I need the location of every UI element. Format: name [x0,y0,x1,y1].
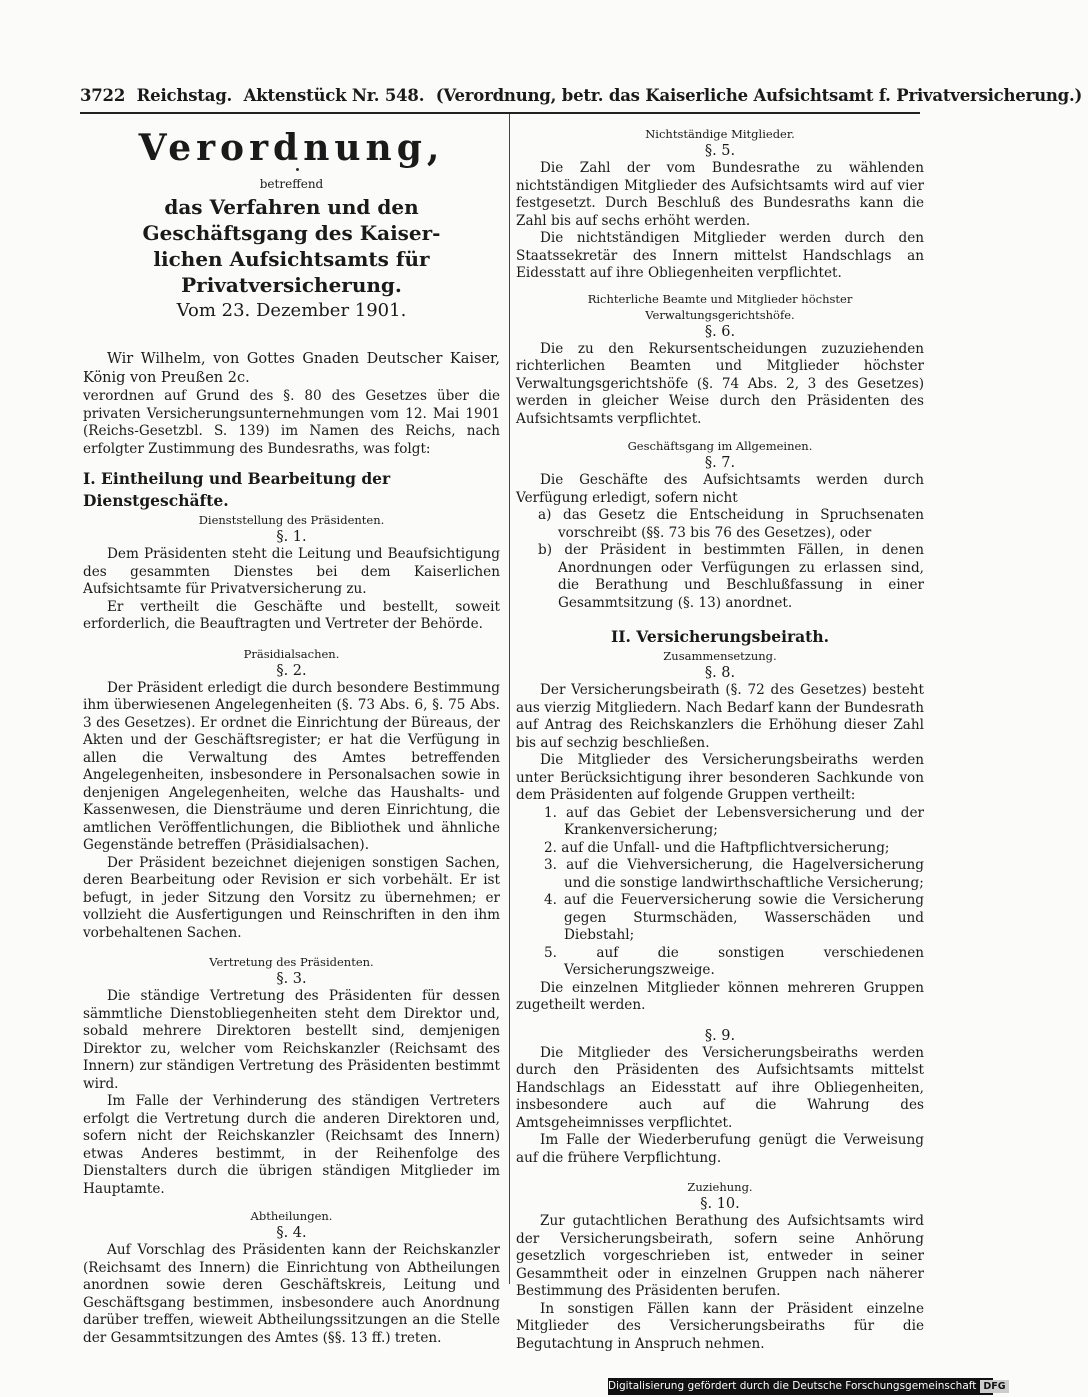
section-I-heading: I. Eintheilung und Bearbeitung der Dienstgeschäfte. [83,469,391,510]
page-header [80,86,1083,110]
paragraph-5-text-b: Die nichtständigen Mitglieder werden durch den Staatssekretär des Innern mittelst Handschlags an Eidesstatt auf ihre Obliegenheiten verpflichtet. [516,230,924,281]
group-item-5: 5. auf die sonstigen verschiedenen Versicherungszweige. [544,944,924,978]
paragraph-1-text-b: Er vertheilt die Geschäfte und bestellt, soweit erforderlich, die Beauftragten und Vertreter der Behörde. [83,598,500,632]
sidehead-2: Präsidialsachen. [243,646,340,661]
header-rule [80,112,920,114]
paragraph-3-text-b: Im Falle der Verhinderung des ständigen Vertreters erfolgt die Vertretung durch die anderen Direktoren und, sofern nicht der Reichskanzler (Reichsamt des Innern) etwas Anderes bestimmt, in der Reihenfolge des Dienstalters durch die übrigen ständigen Mitglieder im Hauptamte. [83,1093,500,1197]
digitization-footer [608,1378,1006,1395]
intro-verordnen: verordnen auf Grund des §. 80 des Gesetzes über die privaten Versicherungsunternehmungen vom 12. Mai 1901 (Reichs-Gesetzbl. S. 139) im Namen des Reichs, nach erfolgter Zustimmung des Bundesraths, was folgt: [83,388,500,457]
document-date: Vom 23. Dezember 1901. [176,300,407,321]
sidehead-10: Zuziehung. [687,1180,753,1194]
paragraph-6-number: §. 6. [704,323,736,340]
betreffend-label: betreffend [259,177,324,191]
subtitle-line-2: lichen Aufsichtsamts für Privatversicherung. [153,247,430,297]
paragraph-2-text-a: Der Präsident erledigt die durch besondere Bestimmung ihm überwiesenen Angelegenheiten (§. 73 Abs. 6, §. 75 Abs. 3 des Gesetzes). Er ordnet die Einrichtung der Büreaus, der Akten und der Geschäftsregister; er hat die Verfügung in allen die Verwaltung des Amtes betreffenden Angelegenheiten, insbesondere in Personalsachen sowie in denjenigen Angelegenheiten, welche das Haushalts- und Kassenwesen, die Diensträume und deren Einrichtung, die amtlichen Veröffentlichungen, die Bibliothek und ähnliche Gegenstände betreffen (Präsidialsachen). [83,679,500,853]
header-part-3: (Verordnung, betr. das Kaiserliche Aufsichtsamt f. Privatversicherung.) [435,86,1083,105]
sidehead-7: Geschäftsgang im Allgemeinen. [627,439,813,453]
paragraph-7-item-a: a) das Gesetz die Entscheidung in Spruchsenaten vorschreibt (§§. 73 bis 76 des Gesetzes), oder [538,507,924,541]
footer-text: Digitalisierung gefördert durch die Deutsche Forschungsgemeinschaft [608,1380,977,1392]
paragraph-8-text-b: Die Mitglieder des Versicherungsbeiraths werden unter Berücksichtigung ihrer besonderen Sachkunde von dem Präsidenten auf folgende Gruppen vertheilt: [516,752,924,803]
section-II-heading: II. Versicherungsbeirath. [611,627,829,646]
paragraph-3-number: §. 3. [276,971,307,987]
paragraph-4-text-a: Auf Vorschlag des Präsidenten kann der Reichskanzler (Reichsamt des Innern) die Einrichtung von Abtheilungen anordnen sowie deren Geschäftskreis, Leitung und Geschäftsgang bestimmen, insbesondere auch Anordnung darüber treffen, wieweit Abtheilungssitzungen an die Stelle der Gesammtsitzungen des Amtes (§§. 13 ff.) treten. [83,1242,500,1346]
paragraph-1-text-a: Dem Präsidenten steht die Leitung und Beaufsichtigung des gesammten Dienstes bei dem Kaiserlichen Aufsichtsamte für Privatversicherung zu. [83,546,500,597]
paragraph-5-number: §. 5. [704,143,736,159]
paragraph-9-text-b: Im Falle der Wiederberufung genügt die Verweisung auf die frühere Verpflichtung. [516,1132,924,1166]
right-column [516,118,924,1353]
paragraph-10-number: §. 10. [700,1196,740,1212]
paragraph-6-text-a: Die zu den Rekursentscheidungen zuzuziehenden richterlichen Beamten und Mitglieder höchster Verwaltungsgerichtshöfe (§. 74 Abs. 2, 3 des Gesetzes) werden in gleicher Weise durch den Präsidenten des Aufsichtsamts verpflichtet. [516,340,924,427]
document-title: Verordnung, [138,127,445,169]
paragraph-5-text-a: Die Zahl der vom Bundesrathe zu wählenden nichtständigen Mitglieder des Aufsichtsamts wird auf vier festgesetzt. Durch Beschluß des Bundesraths kann die Zahl bis auf sechs erhöht werden. [516,160,924,229]
paragraph-2-number: §. 2. [276,662,307,679]
sidehead-3: Vertretung des Präsidenten. [209,955,374,969]
paragraph-10-text-a: Zur gutachtlichen Berathung des Aufsichtsamts wird der Versicherungsbeirath, sofern seine Anhörung gesetzlich vorgeschrieben ist, entweder in seiner Gesammtheit oder in einzelnen Gruppen nach näherer Bestimmung des Präsidenten berufen. [516,1213,924,1299]
paragraph-8-number: §. 8. [704,665,736,681]
sidehead-4: Abtheilungen. [250,1209,333,1223]
group-item-4: 4. auf die Feuerversicherung sowie die Versicherung gegen Sturmschäden, Wasserschäden und Diebstahl; [544,892,924,943]
paragraph-4-number: §. 4. [276,1225,307,1241]
left-column [83,118,500,1347]
page-number: 3722 [80,86,126,105]
paragraph-10-text-b: In sonstigen Fällen kann der Präsident einzelne Mitglieder des Versicherungsbeiraths für die Begutachtung in Anspruch nehmen. [516,1300,924,1352]
sidehead-5: Nichtständige Mitglieder. [645,127,795,141]
paragraph-7-text-a: Die Geschäfte des Aufsichtsamts werden durch Verfügung erledigt, sofern nicht [516,472,924,506]
paragraph-8-text-a: Der Versicherungsbeirath (§. 72 des Gesetzes) besteht aus vierzig Mitgliedern. Nach Bedarf kann der Bundesrath auf Antrag des Reichskanzlers die Erhöhung dieser Zahl bis auf sechzig beschließen. [516,682,924,751]
paragraph-1-number: §. 1. [276,529,307,545]
paragraph-8-text-c: Die einzelnen Mitglieder können mehreren Gruppen zugetheilt werden. [516,979,924,1013]
subtitle-line-1: das Verfahren und den Geschäftsgang des Kaiser- [142,195,441,245]
header-part-1: Reichstag. [136,86,233,105]
group-item-2: 2. auf die Unfall- und die Haftpflichtversicherung; [544,839,890,856]
paragraph-7-item-b: b) der Präsident in bestimmten Fällen, in denen Anordnungen oder Verfügungen zu erlassen sind, die Berathung und Beschlußfassung in einer Gesammtsitzung (§. 13) anordnet. [538,542,924,611]
paragraph-9-number: §. 9. [704,1027,736,1044]
sidehead-6: Richterliche Beamte und Mitglieder höchster Verwaltungsgerichtshöfe. [587,291,853,322]
intro-wilhelm: Wir Wilhelm, von Gottes Gnaden Deutscher Kaiser, König von Preußen 2c. [83,351,500,386]
sidehead-1: Dienststellung des Präsidenten. [198,513,385,527]
dfg-logo: DFG [980,1380,1008,1393]
paragraph-3-text-a: Die ständige Vertretung des Präsidenten für dessen sämmtliche Dienstobliegenheiten steht dem Direktor und, sobald mehrere Direktoren bestellt sind, demjenigen Direktor zu, welcher vom Reichskanzler (Reichsamt des Innern) zur ständigen Vertretung des Präsidenten bestimmt wird. [83,988,500,1092]
paragraph-2-text-b: Der Präsident bezeichnet diejenigen sonstigen Sachen, deren Bearbeitung oder Revision er sich vorbehält. Er ist befugt, in jeder Sitzung den Vorsitz zu übernehmen; er vollzieht die Ausfertigungen und Reinschriften in den ihm vorbehaltenen Sachen. [83,854,500,941]
column-divider [509,114,510,1284]
group-item-1: 1. auf das Gebiet der Lebensversicherung und der Krankenversicherung; [544,804,924,838]
paragraph-9-text-a: Die Mitglieder des Versicherungsbeiraths werden durch den Präsidenten des Aufsichtsamts mittelst Handschlags an Eidesstatt auf ihre Obliegenheiten, insbesondere auch auf die Wahrung des Amtsgeheimnisses verpflichtet. [516,1044,924,1131]
group-item-3: 3. auf die Viehversicherung, die Hagelversicherung und die sonstige landwirthschaftliche Versicherung; [544,857,924,891]
paragraph-7-number: §. 7. [704,455,736,471]
sidehead-8: Zusammensetzung. [663,649,777,663]
header-part-2: Aktenstück Nr. 548. [243,86,425,105]
